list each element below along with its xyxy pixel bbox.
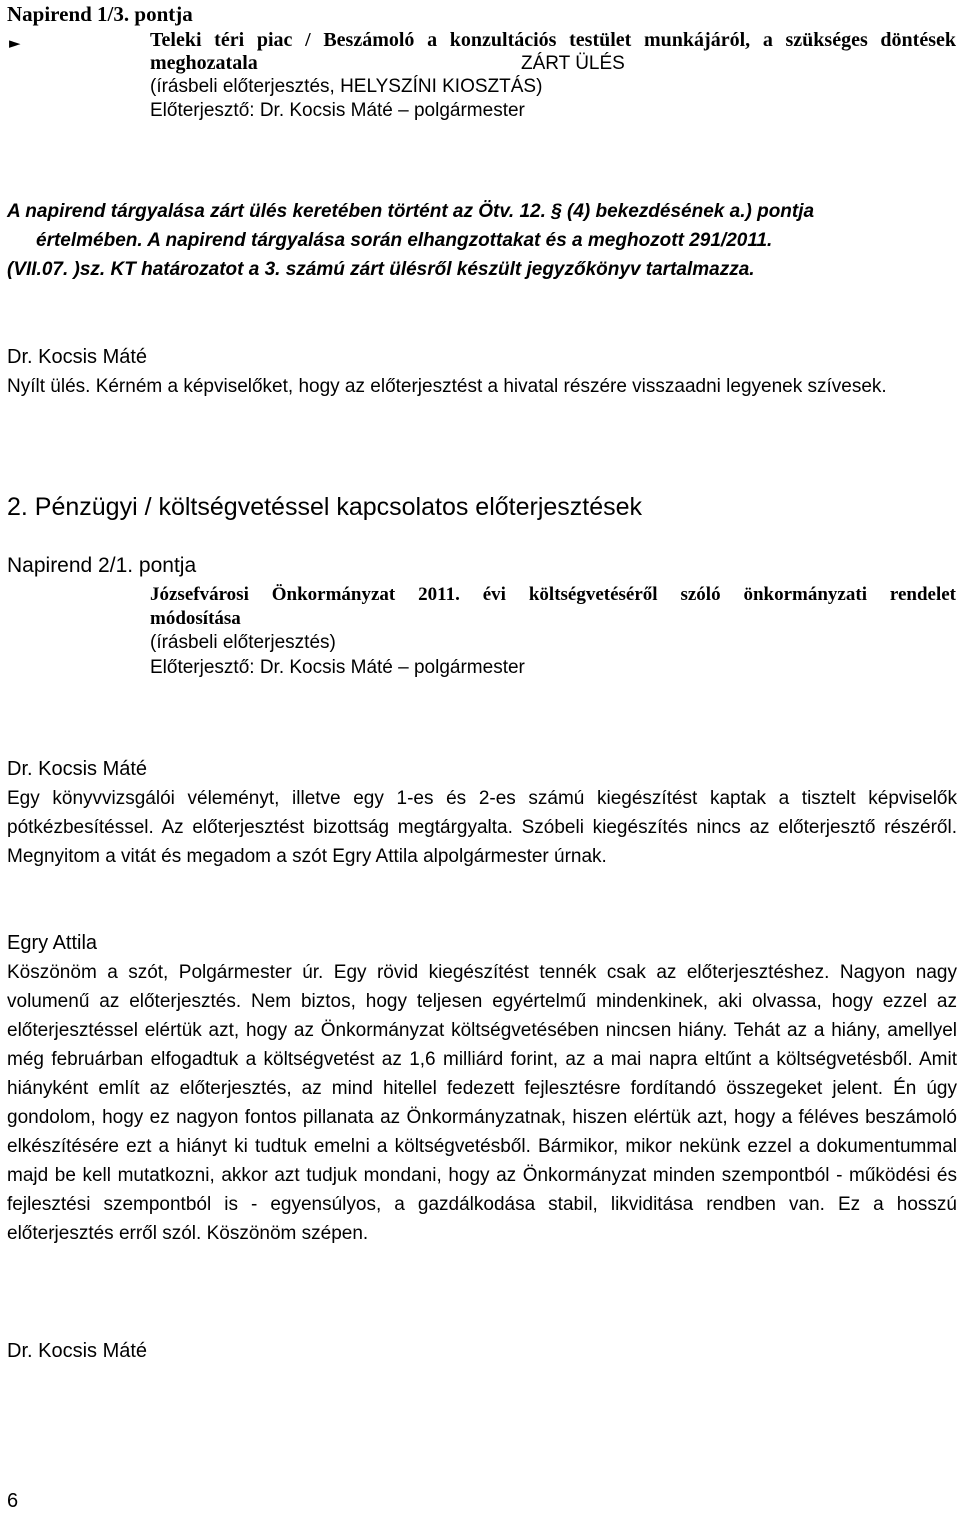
presenter: Előterjesztő: Dr. Kocsis Máté – polgármester xyxy=(150,657,525,678)
closed-session-note-line2: értelmében. A napirend tárgyalása során elhangzottakat és a meghozott 291/2011. xyxy=(36,230,773,251)
speaker-name: Dr. Kocsis Máté xyxy=(7,1340,148,1362)
agenda-title-line1: Teleki téri piac / Beszámoló a konzultációs testület munkájáról, a szükséges döntések xyxy=(150,29,956,51)
speech-text: Nyílt ülés. Kérném a képviselőket, hogy az előterjesztést a hivatal részére visszaadni legyenek szívesek. xyxy=(7,376,887,397)
submission-type: (írásbeli előterjesztés) xyxy=(150,632,336,653)
right-triangle-icon: ► xyxy=(9,34,21,52)
page-number: 6 xyxy=(7,1490,19,1512)
presenter: Előterjesztő: Dr. Kocsis Máté – polgármester xyxy=(150,100,525,121)
speaker-name: Dr. Kocsis Máté xyxy=(7,758,148,780)
closed-session-note-line1: A napirend tárgyalása zárt ülés keretében történt az Ötv. 12. § (4) bekezdésének a.) pontja xyxy=(7,201,815,222)
speaker-name: Egry Attila xyxy=(7,932,98,954)
closed-session-label: ZÁRT ÜLÉS xyxy=(521,53,625,74)
agenda-item-heading: Napirend 2/1. pontja xyxy=(7,554,197,577)
agenda-item-heading: Napirend 1/3. pontja xyxy=(7,2,193,26)
submission-type: (írásbeli előterjesztés, HELYSZÍNI KIOSZTÁS) xyxy=(150,76,543,97)
speaker-name: Dr. Kocsis Máté xyxy=(7,346,148,368)
agenda-title-line1: Józsefvárosi Önkormányzat 2011. évi költségvetéséről szóló önkormányzati rendelet xyxy=(150,584,956,605)
speech-text: Egy könyvvizsgálói véleményt, illetve egy 1-es és 2-es számú kiegészítést kaptak a tisztelt képviselők pótkézbesítéssel. Az előterjesztést bizottság megtárgyalta. Szóbeli kiegészítés nincs az előterjesztő részéről. Megnyitom a vitát és megadom a szót Egry Attila alpolgármester úrnak. xyxy=(7,788,957,867)
closed-session-note-line3: (VII.07. )sz. KT határozatot a 3. számú zárt ülésről készült jegyzőkönyv tartalmazza. xyxy=(7,259,755,280)
speech-text: Köszönöm a szót, Polgármester úr. Egy rövid kiegészítést tennék csak az előterjesztéshez. Nagyon nagy volumenű az előterjesztés. Nem biztos, hogy teljesen egyértelmű mindenkinek, aki olvassa, hogy ezzel az előterjesztéssel elértük azt, hogy az Önkormányzat költségvetésében nincsen hiány. Tehát az a hiány, amellyel még februárban elfogadtuk a költségvetést az 1,6 milliárd forint, az a mai napra eltűnt a költségvetésből. Amit hiányként említ az előterjesztés, az mind hitellel fedezett fejlesztésre fordítandó összegeket jelent. Én úgy gondolom, hogy ez nagyon fontos pillanata az Önkormányzatnak, hiszen elértük azt, hogy a féléves beszámoló elkészítésére ezt a hiányt ki tudtuk emelni a költségvetésből. Bármikor, mikor nekünk ezzel a dokumentummal majd be kell mutatkozni, akkor azt tudjuk mondani, hogy az Önkormányzat minden szempontból - működési és fejlesztési szempontból is - egyensúlyos, a gazdálkodása stabil, likviditása rendben van. Ez a hosszú előterjesztés erről szól. Köszönöm szépen. xyxy=(7,962,957,1244)
section-heading: 2. Pénzügyi / költségvetéssel kapcsolatos előterjesztések xyxy=(7,493,643,521)
agenda-title-line2: módosítása xyxy=(150,608,241,629)
agenda-title-line2: meghozatala xyxy=(150,52,258,74)
